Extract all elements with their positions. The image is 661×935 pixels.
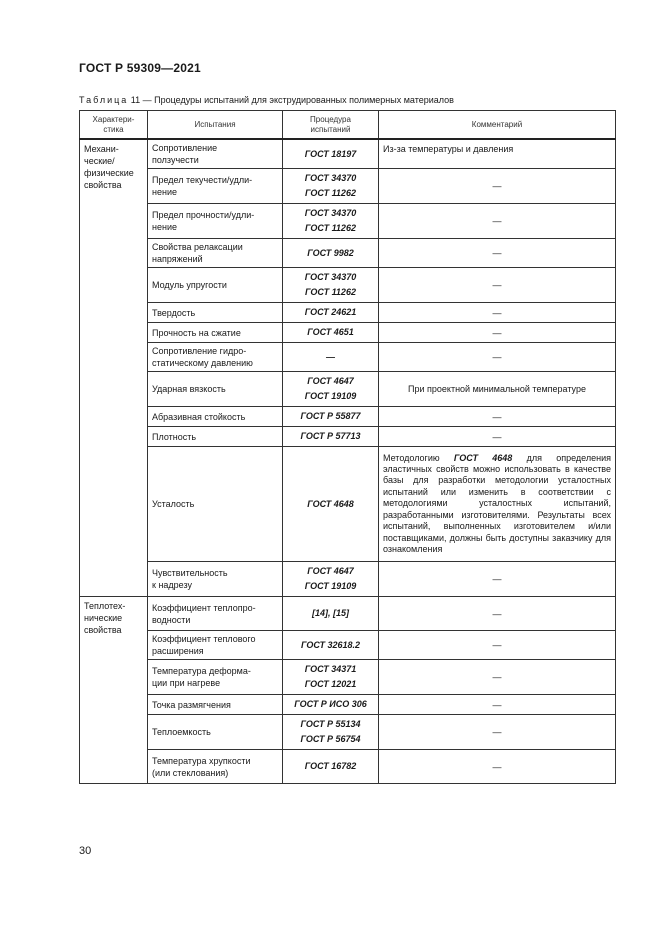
comment-cell: При проектной минимальной температуре xyxy=(379,372,616,407)
table-row xyxy=(80,562,616,597)
test-name-cell: Плотность xyxy=(148,427,283,447)
procedure-cell: ГОСТ 34371 ГОСТ 12021 xyxy=(283,660,379,695)
column-header-procedure: Процедура испытаний xyxy=(283,111,379,140)
table-row xyxy=(80,139,616,169)
comment-cell: — xyxy=(379,343,616,372)
characteristic-cell: Теплотех- нические свойства xyxy=(80,597,148,784)
test-name-cell: Абразивная стойкость xyxy=(148,407,283,427)
table-header-row xyxy=(80,111,616,140)
column-header-tests: Испытания xyxy=(148,111,283,140)
procedure-cell: ГОСТ 9982 xyxy=(283,239,379,268)
test-name-cell: Температура хрупкости (или стеклования) xyxy=(148,750,283,784)
table-row xyxy=(80,447,616,562)
table-row xyxy=(80,372,616,407)
table-caption-word: Таблица xyxy=(79,95,129,105)
test-name-cell: Усталость xyxy=(148,447,283,562)
procedure-cell: ГОСТ 18197 xyxy=(283,139,379,169)
comment-text: Методологию xyxy=(383,452,454,463)
comment-cell: — xyxy=(379,323,616,343)
comment-cell: — xyxy=(379,660,616,695)
table-body xyxy=(80,139,616,784)
procedure-cell: ГОСТ Р 55134 ГОСТ Р 56754 xyxy=(283,715,379,750)
table-row xyxy=(80,631,616,660)
test-name-cell: Сопротивление гидро- статическому давлению xyxy=(148,343,283,372)
table-row xyxy=(80,695,616,715)
test-name-cell: Точка размягчения xyxy=(148,695,283,715)
comment-cell: — xyxy=(379,169,616,204)
test-name-cell: Коэффициент теплового расширения xyxy=(148,631,283,660)
table-row xyxy=(80,169,616,204)
procedure-cell: ГОСТ 24621 xyxy=(283,303,379,323)
procedure-cell: — xyxy=(283,343,379,372)
table-row xyxy=(80,239,616,268)
procedure-cell: ГОСТ 32618.2 xyxy=(283,631,379,660)
test-procedures-table xyxy=(79,110,616,784)
test-name-cell: Модуль упругости xyxy=(148,268,283,303)
test-name-cell: Сопротивление ползучести xyxy=(148,139,283,169)
table-caption xyxy=(79,95,454,105)
test-name-cell: Прочность на сжатие xyxy=(148,323,283,343)
procedure-cell: ГОСТ 34370 ГОСТ 11262 xyxy=(283,204,379,239)
procedure-cell: [14], [15] xyxy=(283,597,379,631)
procedure-cell: ГОСТ 4648 xyxy=(283,447,379,562)
procedure-cell: ГОСТ Р 57713 xyxy=(283,427,379,447)
table-row xyxy=(80,268,616,303)
comment-cell: — xyxy=(379,562,616,597)
comment-cell: — xyxy=(379,427,616,447)
procedure-cell: ГОСТ Р ИСО 306 xyxy=(283,695,379,715)
procedure-cell: ГОСТ 34370 ГОСТ 11262 xyxy=(283,169,379,204)
comment-cell: — xyxy=(379,268,616,303)
document-code: ГОСТ Р 59309—2021 xyxy=(79,61,201,75)
table-row xyxy=(80,597,616,631)
comment-cell: — xyxy=(379,407,616,427)
comment-text: для определения эластичных свойств можно использовать в качестве базы для разработки методологии усталостных испытаний или изменить в соответствии с методологиями усталостных испытаний, разработанными изготовителями. Результаты всех испытаний, выполненных изготовителем и/или поставщиками, должны быть доступны заказчику для ознакомления xyxy=(383,452,611,554)
test-name-cell: Свойства релаксации напряжений xyxy=(148,239,283,268)
test-name-cell: Чувствительность к надрезу xyxy=(148,562,283,597)
comment-cell: — xyxy=(379,715,616,750)
comment-cell: — xyxy=(379,239,616,268)
comment-standard-reference: ГОСТ 4648 xyxy=(453,452,513,463)
procedure-cell: ГОСТ 16782 xyxy=(283,750,379,784)
procedure-cell: ГОСТ 4651 xyxy=(283,323,379,343)
table-row xyxy=(80,407,616,427)
test-name-cell: Теплоемкость xyxy=(148,715,283,750)
characteristic-cell: Механи- ческие/ физические свойства xyxy=(80,139,148,597)
procedure-cell: ГОСТ 4647 ГОСТ 19109 xyxy=(283,562,379,597)
column-header-characteristic: Характери- стика xyxy=(80,111,148,140)
table-row xyxy=(80,303,616,323)
comment-cell xyxy=(379,447,616,562)
table-row xyxy=(80,660,616,695)
test-name-cell: Температура деформа- ции при нагреве xyxy=(148,660,283,695)
test-name-cell: Коэффициент теплопро- водности xyxy=(148,597,283,631)
test-name-cell: Ударная вязкость xyxy=(148,372,283,407)
comment-cell: — xyxy=(379,631,616,660)
comment-cell: — xyxy=(379,204,616,239)
column-header-comment: Комментарий xyxy=(379,111,616,140)
comment-cell: — xyxy=(379,695,616,715)
page-number: 30 xyxy=(79,845,92,857)
table-row xyxy=(80,750,616,784)
table-row xyxy=(80,715,616,750)
comment-cell: Из-за температуры и давления xyxy=(379,139,616,169)
procedure-cell: ГОСТ 4647 ГОСТ 19109 xyxy=(283,372,379,407)
test-name-cell: Твердость xyxy=(148,303,283,323)
comment-cell: — xyxy=(379,597,616,631)
procedure-cell: ГОСТ Р 55877 xyxy=(283,407,379,427)
table-row xyxy=(80,323,616,343)
procedure-cell: ГОСТ 34370 ГОСТ 11262 xyxy=(283,268,379,303)
table-row xyxy=(80,343,616,372)
test-name-cell: Предел прочности/удли- нение xyxy=(148,204,283,239)
table-row xyxy=(80,427,616,447)
table-caption-text: 11 — Процедуры испытаний для экструдированных полимерных материалов xyxy=(128,95,454,105)
table-row xyxy=(80,204,616,239)
comment-cell: — xyxy=(379,750,616,784)
comment-cell: — xyxy=(379,303,616,323)
test-name-cell: Предел текучести/удли- нение xyxy=(148,169,283,204)
